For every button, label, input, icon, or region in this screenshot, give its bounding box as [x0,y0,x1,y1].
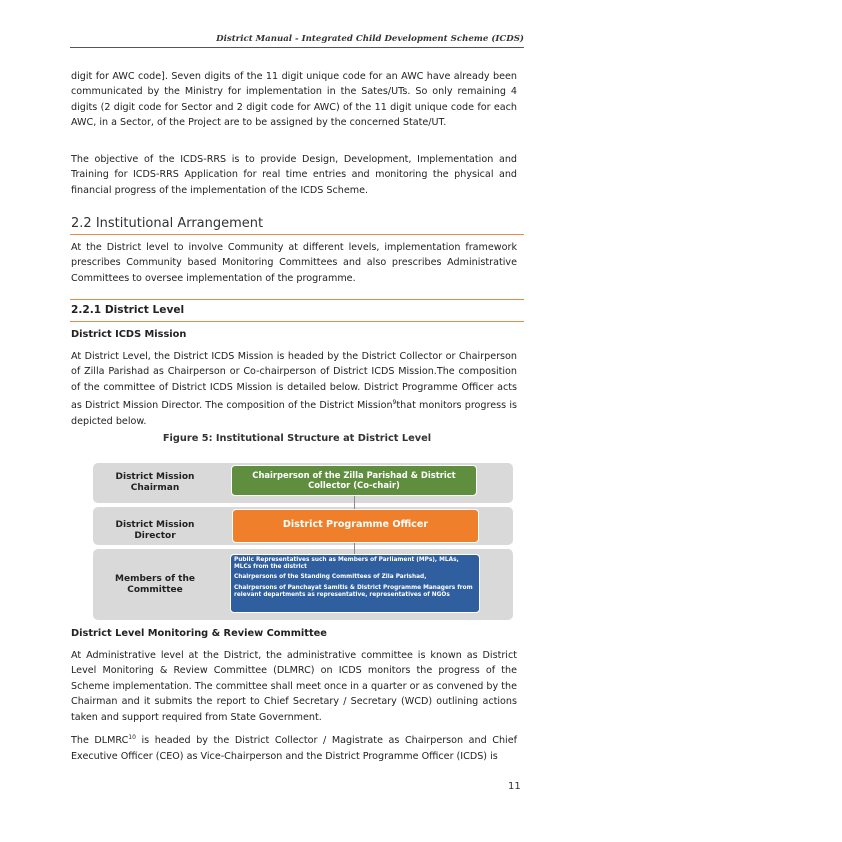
paragraph-icds-rrs: The objective of the ICDS-RRS is to provide Design, Development, Implementation and Training for ICDS-RRS Application for real time entries and monitoring the physical and financial progress of the implementation of the ICDS Scheme. [71,154,517,196]
connector-1 [354,496,355,509]
page-number: 11 [508,781,521,792]
paragraph-dlmrc-head-tail: is headed by the District Collector / Magistrate as Chairperson and Chief Executive Officer (CEO) as Vice-Chairperson and the District Programme Officer (ICDS) is [71,735,517,762]
member-item: Public Representatives such as Members of Parliament (MPs), MLAs, MLCs from the district [234,557,459,571]
figure-caption: Figure 5: Institutional Structure at District Level [162,433,432,444]
paragraph-institutional: At the District level to involve Community at different levels, implementation framework prescribes Community based Monitoring Committees and also prescribes Administrative Committees to oversee implementation of the programme. [71,242,517,284]
subsection-rule-top [70,299,524,300]
heading-district-icds-mission: District ICDS Mission [71,329,187,340]
subsection-title: 2.2.1 District Level [71,304,185,316]
paragraph-district-mission [71,349,517,429]
heading-dlmrc: District Level Monitoring & Review Committee [71,628,327,639]
box-chairperson: Chairperson of the Zilla Parishad & District Collector (Co-chair) [231,465,477,496]
label-committee-members: Members of the Committee [115,574,195,595]
section-title-text: Institutional Arrangement [95,216,264,231]
section-title [71,216,263,231]
box-programme-officer: District Programme Officer [232,509,479,543]
label-mission-chairman: District Mission Chairman [115,472,195,493]
paragraph-dlmrc: At Administrative level at the District, the administrative committee is known as District Level Monitoring & Review Committee (DLMRC) on ICDS monitors the progress of the Scheme implementation. The committee shall meet once in a quarter or as convened by the Chairman and it submits the report to Chief Secretary / Secretary (WCD) outlining actions taken and support required from State Government. [71,650,517,723]
member-item: Chairpersons of Panchayat Samitis & District Programme Managers from relevant departments as representative, representatives of NGOs [234,584,473,598]
footnote-ref-9: 9 [392,399,397,407]
member-item: Chairpersons of the Standing Committees of Zila Parishad, [234,574,427,581]
running-header: District Manual - Integrated Child Development Scheme (ICDS) [216,34,524,44]
paragraph-dlmrc-head-text: The DLMRC [71,735,129,747]
paragraph-awc-code: digit for AWC code]. Seven digits of the 11 digit unique code for an AWC have already been communicated by the Ministry for implementation in the Sates/UTs. So only remaining 4 digits (2 digit code for Sector and 2 digit code for AWC) of the 11 digit unique code for each AWC, in a Sector, of the Project are to be assigned by the concerned State/UT. [71,71,517,129]
paragraph-district-mission-text: At District Level, the District ICDS Mission is headed by the District Collector or Chairperson of Zilla Parishad as Chairperson or Co-chairperson of District ICDS Mission.The composition of the committee of District ICDS Mission is detailed below. District Programme Officer acts as District Mission Director. The composition of the District Mission [71,351,517,412]
subsection-rule-bottom [70,321,524,322]
section-rule [70,234,524,235]
paragraph-dlmrc-head [71,730,517,764]
box-committee-members [230,554,480,613]
footnote-ref-10: 10 [128,734,136,741]
paragraph-district-mission-tail: that monitors progress is depicted below. [71,400,517,427]
section-number: 2.2 [71,216,92,231]
label-mission-director: District Mission Director [115,520,195,541]
header-rule [70,47,524,48]
